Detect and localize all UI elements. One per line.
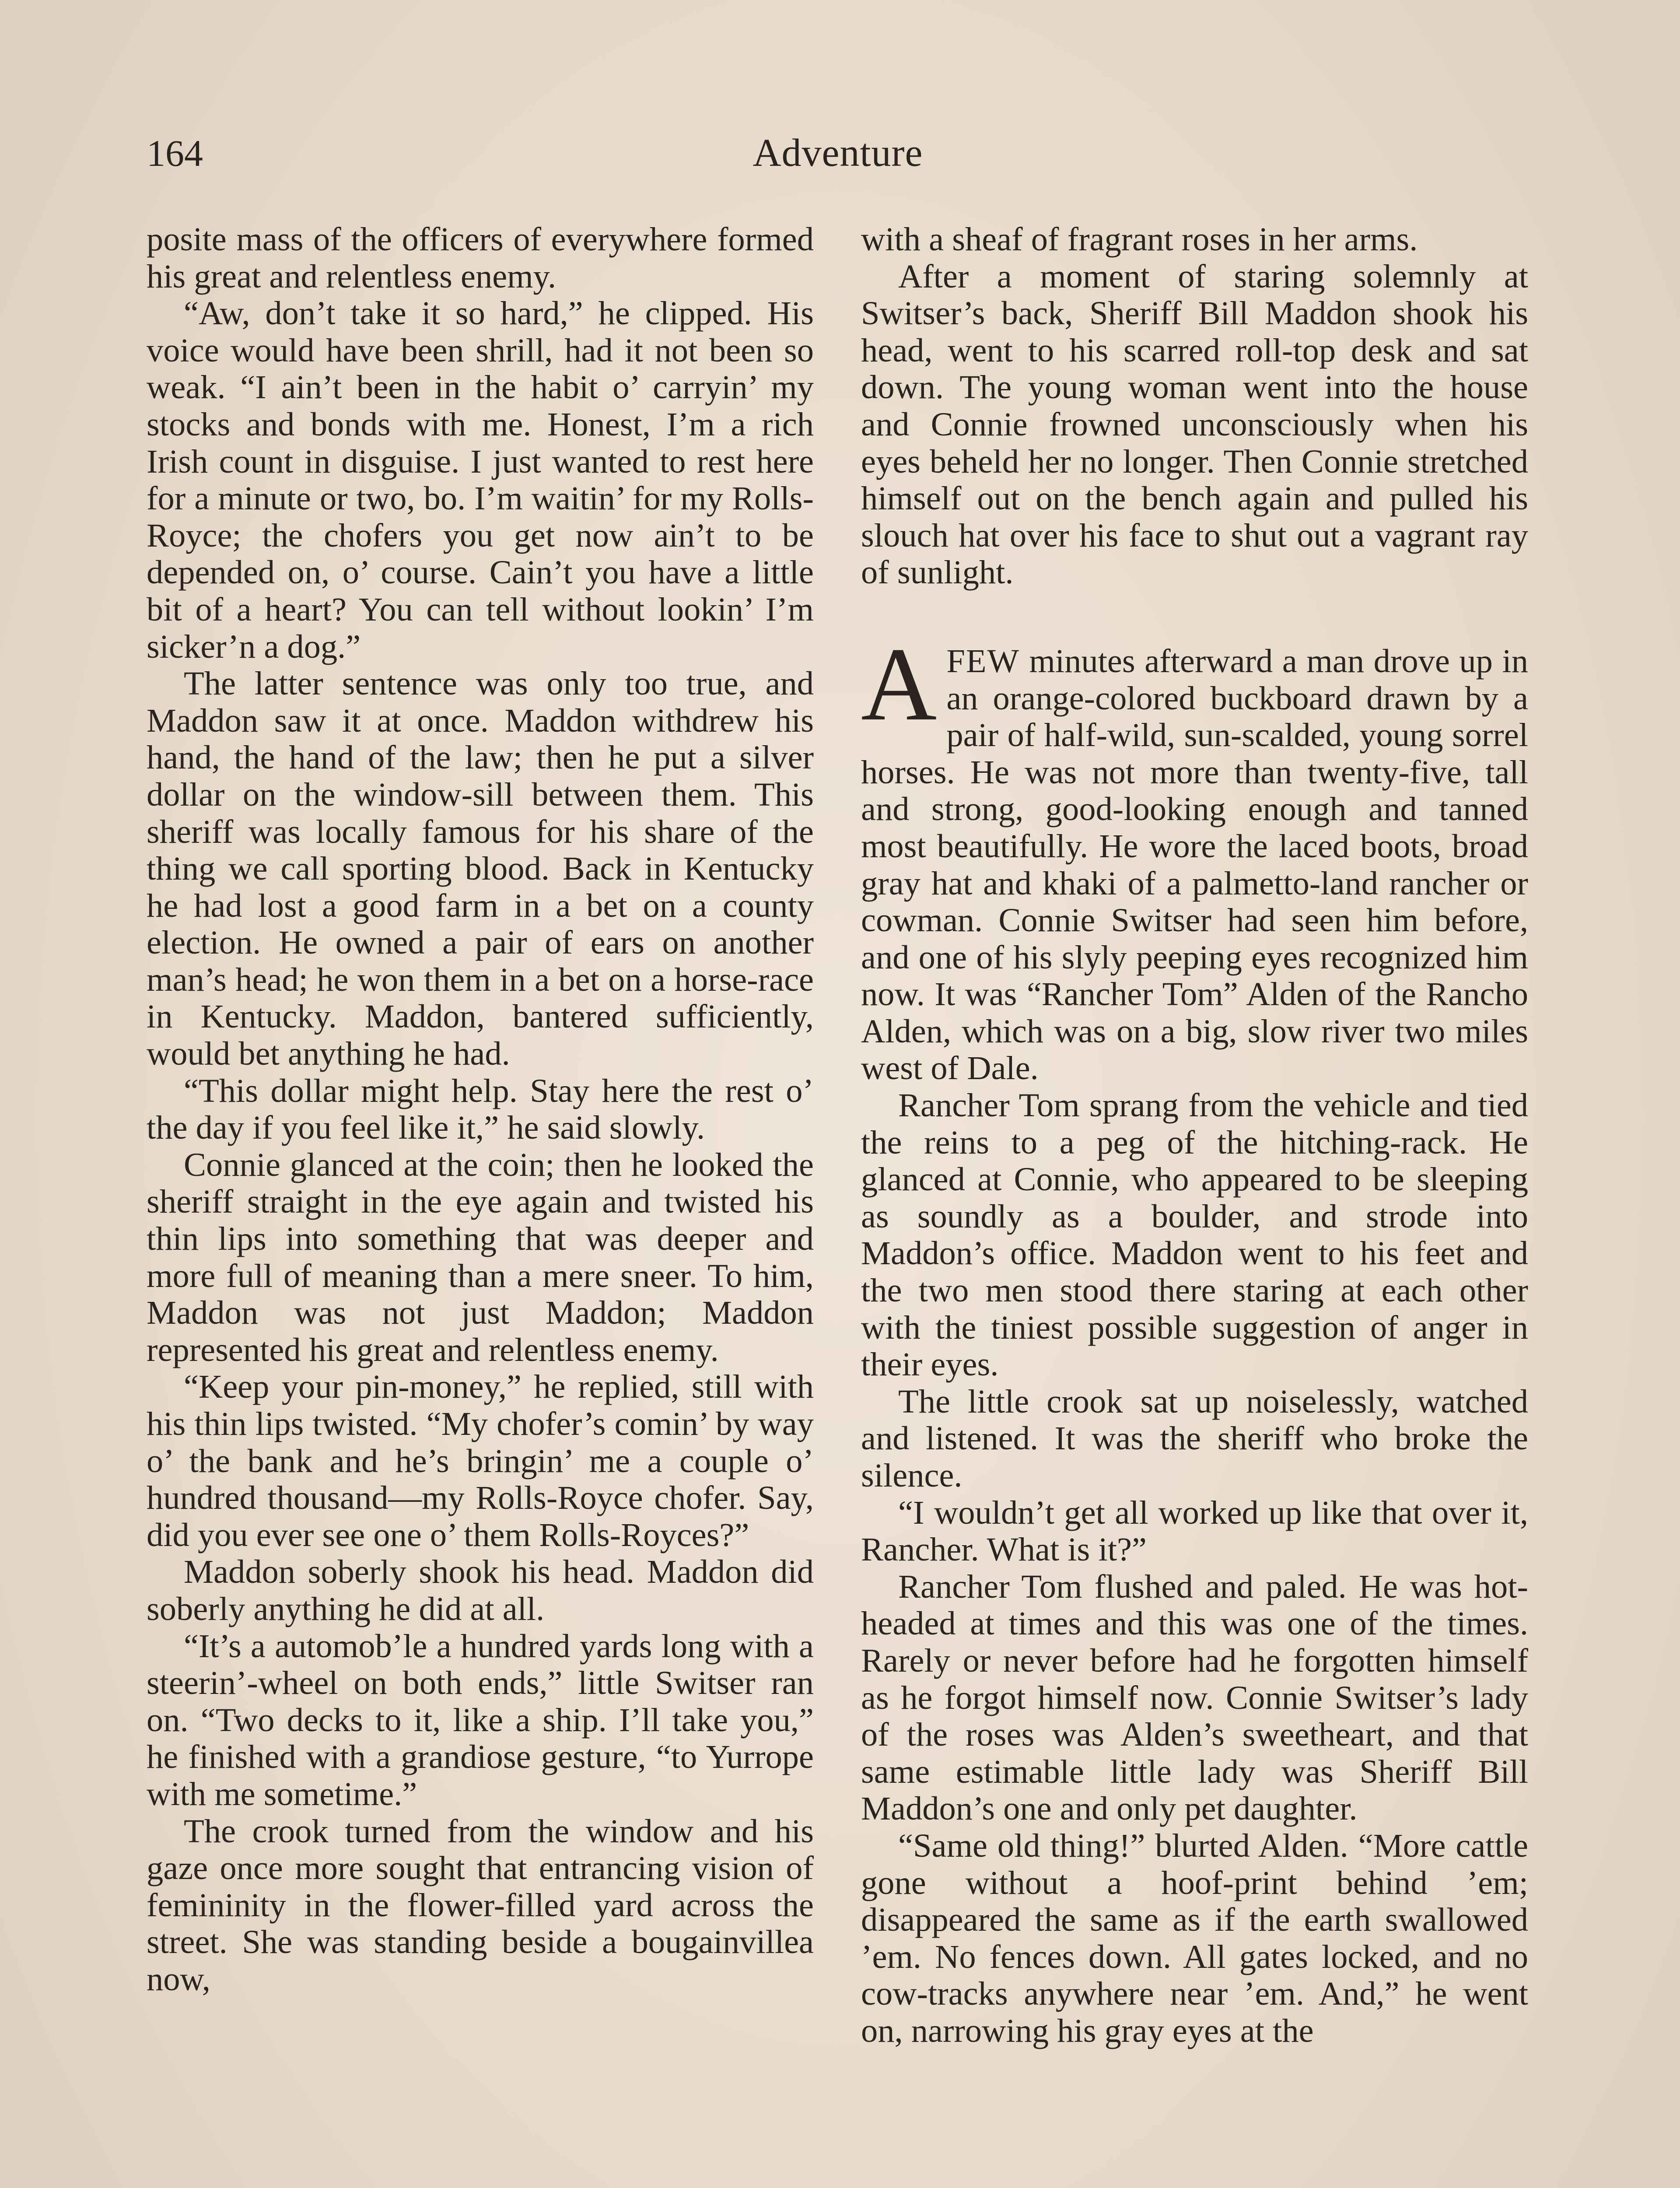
page-number: 164 [147,132,203,174]
opening-paragraph-text: minutes afterward a man drove up in an orange-colored buckboard drawn by a pair of half-wild, sun-scalded, young sorrel horses. He was not more than twenty-five, tall and strong, good-looking enough and tanned most beautifully. He wore the laced boots, broad gray hat and khaki of a palmetto-land rancher or cowman. Connie Switser had seen him before, and one of his slyly peeping eyes recognized him now. It was “Rancher Tom” Alden of the Rancho Alden, which was on a big, slow river two miles west of Dale. [861,642,1528,1087]
right-column [861,221,1528,2188]
paragraph: “I wouldn’t get all worked up like that over it, Rancher. What is it?” [861,1494,1528,1568]
paragraph: Maddon soberly shook his head. Maddon did soberly anything he did at all. [147,1553,814,1627]
paragraph: “This dollar might help. Stay here the rest o’ the day if you feel like it,” he said slowly. [147,1072,814,1147]
paragraph: posite mass of the officers of everywhere formed his great and relentless enemy. [147,221,814,295]
paragraph: The little crook sat up noiselessly, watched and listened. It was the sheriff who broke the silence. [861,1382,1528,1494]
paragraph: “Keep your pin-money,” he replied, still with his thin lips twisted. “My chofer’s comin’ by way o’ the bank and he’s bringin’ me a couple o’ hundred thousand—my Rolls-Royce chofer. Say, did you ever see one o’ them Rolls-Royces?” [147,1368,814,1553]
page-header [147,131,1529,184]
paragraph: with a sheaf of fragrant roses in her arms. [861,221,1418,258]
magazine-title: Adventure [752,131,923,175]
paragraph: Connie glanced at the coin; then he looked the sheriff straight in the eye again and twisted his thin lips into something that was deeper and more full of meaning than a mere sneer. To him, Maddon was not just Maddon; Maddon represented his great and relentless enemy. [147,1146,814,1368]
section-opening-paragraph [861,625,1528,1087]
paragraph: “Same old thing!” blurted Alden. “More cattle gone without a hoof-print behind ’em; disappeared the same as if the earth swallowed ’em. No fences down. All gates locked, and no cow-tracks anywhere near ’em. And,” he went on, narrowing his gray eyes at the [861,1827,1528,2049]
paragraph: Rancher Tom flushed and paled. He was hot-headed at times and this was one of the times. Rarely or never before had he forgotten himself as he forgot himself now. Connie Switser’s lady of the roses was Alden’s sweetheart, and that same estimable little lady was Sheriff Bill Maddon’s one and only pet daughter. [861,1567,1528,1827]
paragraph: The latter sentence was only too true, and Maddon saw it at once. Maddon withdrew his hand, the hand of the law; then he put a silver dollar on the window-sill between them. This sheriff was locally famous for his share of the thing we call sporting blood. Back in Kentucky he had lost a good farm in a bet on a county election. He owned a pair of ears on another man’s head; he won them in a bet on a horse-race in Kentucky. Maddon, bantered sufficiently, would bet anything he had. [147,665,814,1073]
drop-cap: A [861,625,937,742]
left-column [147,221,814,2188]
paragraph: The crook turned from the window and his gaze once more sought that entrancing vision of femininity in the flower-filled yard across the street. She was standing beside a bougainvillea now, [147,1812,814,1998]
paragraph: Rancher Tom sprang from the vehicle and tied the reins to a peg of the hitching-rack. He glanced at Connie, who appeared to be sleeping as soundly as a boulder, and strode into Maddon’s office. Maddon went to his feet and the two men stood there staring at each other with the tiniest possible suggestion of anger in their eyes. [861,1087,1528,1383]
paragraph: After a moment of staring solemnly at Switser’s back, Sheriff Bill Maddon shook his head, went to his scarred roll-top desk and sat down. The young woman went into the house and Connie frowned unconsciously when his eyes beheld her no longer. Then Connie stretched himself out on the bench again and pulled his slouch hat over his face to shut out a vagrant ray of sunlight. [861,257,1528,591]
opening-word: FEW [946,642,1020,680]
paragraph: “Aw, don’t take it so hard,” he clipped. His voice would have been shrill, had it not been so weak. “I ain’t been in the habit o’ carryin’ my stocks and bonds with me. Honest, I’m a rich Irish count in disguise. I just wanted to rest here for a minute or two, bo. I’m waitin’ for my Rolls-Royce; the chofers you get now ain’t to be depended on, o’ course. Cain’t you have a little bit of a heart? You can tell without lookin’ I’m sicker’n a dog.” [147,295,814,665]
paragraph: “It’s a automob’le a hundred yards long with a steerin’-wheel on both ends,” little Switser ran on. “Two decks to it, like a ship. I’ll take you,” he finished with a grandiose gesture, “to Yurrope with me sometime.” [147,1627,814,1813]
